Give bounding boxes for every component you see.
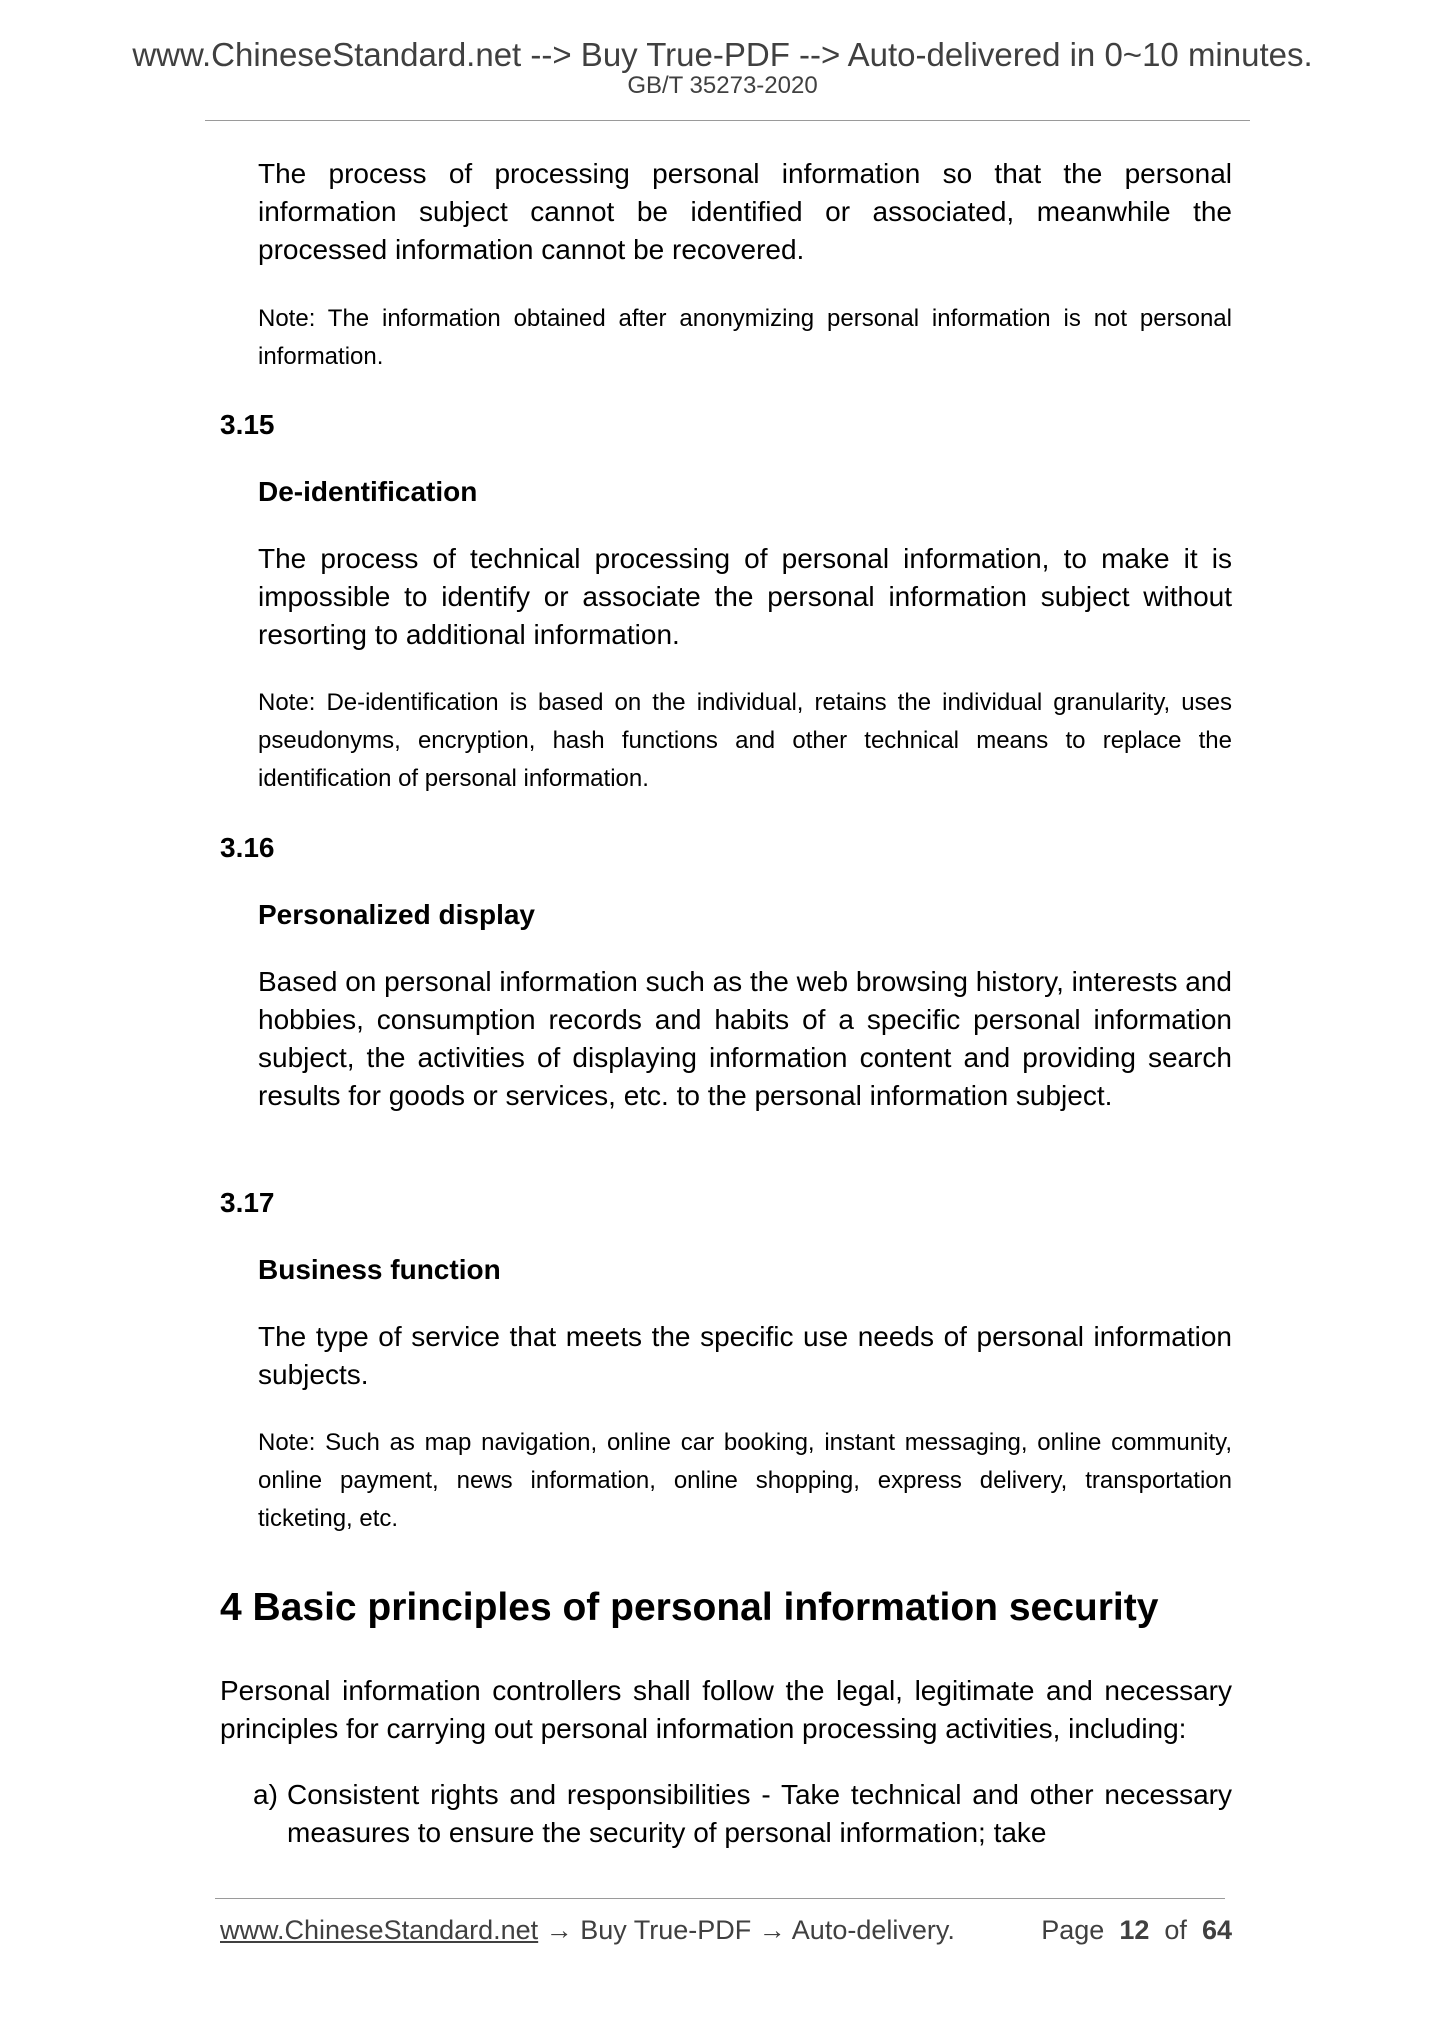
page-of-label: of — [1164, 1915, 1187, 1945]
term-definition: The process of technical processing of personal information, to make it is impossible to identify or associate the personal information subject without resorting to additional information. — [258, 543, 1232, 650]
term-note: Note: De-identification is based on the individual, retains the individual granularity, uses pseudonyms, encryption, hash functions and other technical means to replace the identification of personal information. — [258, 689, 1232, 792]
page-total: 64 — [1201, 1915, 1232, 1945]
term-definition: The type of service that meets the specific use needs of personal information subjects. — [258, 1321, 1232, 1390]
chapter-heading: 4 Basic principles of personal information security — [220, 1586, 1159, 1629]
page-label: Page — [1041, 1915, 1105, 1945]
term-title: Business function — [258, 1254, 501, 1285]
list-item-label: a) — [253, 1779, 278, 1810]
footer-rule — [215, 1898, 1225, 1899]
page-footer — [220, 1917, 1232, 1944]
term-definition: Based on personal information such as the web browsing history, interests and hobbies, consumption records and habits of a specific personal information subject, the activities of displaying information content and providing search results for goods or services, etc. to the personal information subject. — [258, 966, 1232, 1111]
section-number: 3.16 — [220, 832, 275, 863]
standard-code: GB/T 35273-2020 — [627, 72, 818, 99]
section-number: 3.15 — [220, 409, 275, 440]
arrow-right-icon: → — [545, 1915, 573, 1945]
list-item-text: Consistent rights and responsibilities - Take technical and other necessary measures to ensure the security of personal information; take — [287, 1779, 1232, 1848]
site-banner: www.ChineseStandard.net --> Buy True-PDF --> Auto-delivered in 0~10 minutes. — [132, 36, 1313, 73]
intro-paragraph: The process of processing personal information so that the personal information subject cannot be identified or associated, meanwhile the processed information cannot be recovered. — [258, 158, 1232, 265]
intro-note: Note: The information obtained after anonymizing personal information is not personal information. — [258, 305, 1232, 370]
footer-buy-text: Buy True-PDF — [580, 1915, 752, 1945]
term-note: Note: Such as map navigation, online car booking, instant messaging, online community, online payment, news information, online shopping, express delivery, transportation ticketing, etc. — [258, 1429, 1232, 1532]
section-number: 3.17 — [220, 1187, 275, 1218]
page-indicator — [1041, 1917, 1232, 1944]
arrow-right-icon: → — [758, 1915, 786, 1945]
page-current: 12 — [1119, 1915, 1150, 1945]
list-item — [253, 1776, 1232, 1852]
header-rule — [205, 120, 1250, 121]
term-title: Personalized display — [258, 899, 535, 930]
footer-site-link[interactable]: www.ChineseStandard.net — [220, 1915, 539, 1945]
term-title: De-identification — [258, 476, 478, 507]
footer-delivery-text: Auto-delivery. — [791, 1915, 955, 1945]
chapter-intro: Personal information controllers shall follow the legal, legitimate and necessary principles for carrying out personal information processing activities, including: — [220, 1675, 1232, 1744]
